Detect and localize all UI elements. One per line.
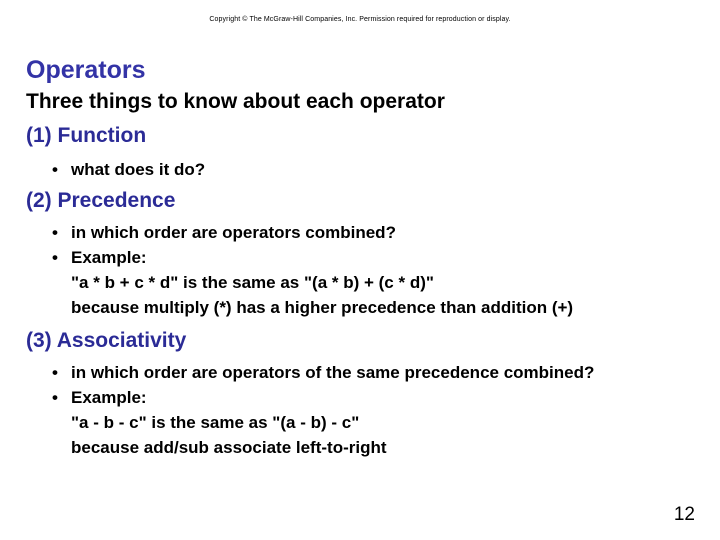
section-heading-function: (1) Function bbox=[26, 124, 147, 147]
bullet-item bbox=[52, 385, 594, 460]
bullet-dot-icon: • bbox=[52, 248, 58, 267]
example-explanation: because multiply (*) has a higher precedence than addition (+) bbox=[71, 298, 574, 317]
bullet-text: what does it do? bbox=[71, 160, 206, 179]
bullet-dot-icon: • bbox=[52, 160, 58, 179]
bullet-text: Example: bbox=[71, 388, 147, 407]
bullet-dot-icon: • bbox=[52, 223, 58, 242]
bullet-item bbox=[52, 157, 205, 182]
bullet-text: Example: bbox=[71, 248, 147, 267]
section-heading-associativity: (3) Associativity bbox=[26, 329, 187, 352]
bullet-list-precedence bbox=[52, 220, 573, 320]
bullet-item bbox=[52, 360, 594, 385]
example-explanation: because add/sub associate left-to-right bbox=[71, 438, 387, 457]
page-number: 12 bbox=[673, 504, 695, 525]
bullet-dot-icon: • bbox=[52, 388, 58, 407]
example-line: "a - b - c" is the same as "(a - b) - c" bbox=[71, 413, 360, 432]
bullet-item bbox=[52, 245, 573, 320]
slide-title: Operators bbox=[26, 56, 146, 84]
bullet-list-function bbox=[52, 157, 205, 182]
slide-subtitle: Three things to know about each operator bbox=[26, 90, 445, 113]
bullet-text: in which order are operators of the same precedence combined? bbox=[71, 363, 595, 382]
bullet-item bbox=[52, 220, 573, 245]
bullet-text: in which order are operators combined? bbox=[71, 223, 396, 242]
section-heading-precedence: (2) Precedence bbox=[26, 189, 176, 212]
bullet-list-associativity bbox=[52, 360, 594, 460]
bullet-dot-icon: • bbox=[52, 363, 58, 382]
example-line: "a * b + c * d" is the same as "(a * b) + (c * d)" bbox=[71, 273, 434, 292]
copyright-notice: Copyright © The McGraw-Hill Companies, Inc. Permission required for reproduction or display. bbox=[209, 16, 511, 23]
